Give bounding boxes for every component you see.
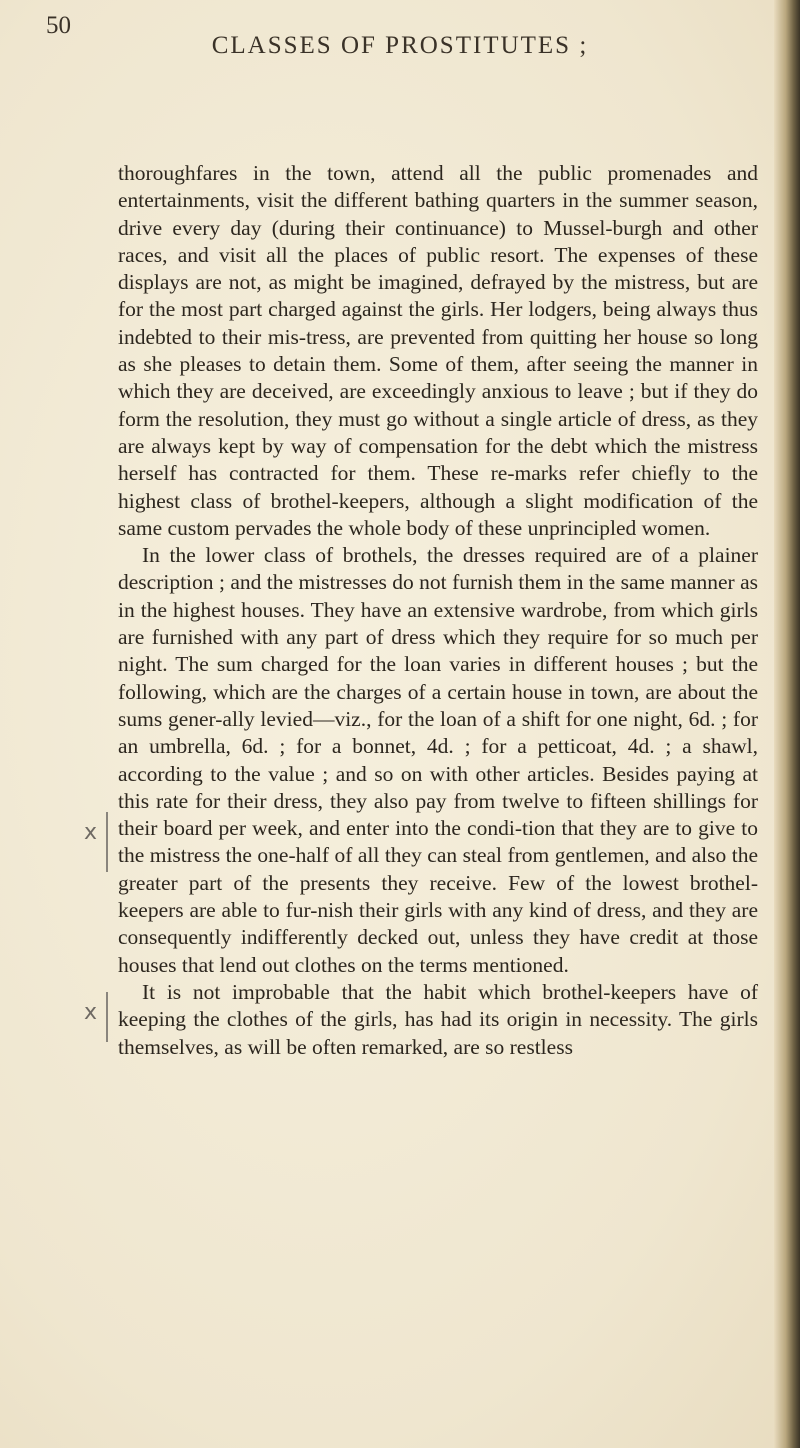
page-number: 50 xyxy=(46,12,71,39)
paragraph-continued: thoroughfares in the town, attend all the public promenades and entertainments, visit the different bathing quarters in the summer season, drive every day (during their continuance) to Mussel-burgh and other races, and visit all the places of public resort. The expenses of these displays are not, as might be imagined, defrayed by the mistress, but are for the most part charged against the girls. Her lodgers, being always thus indebted to their mis-tress, are prevented from quitting her house so long as she pleases to detain them. Some of them, after seeing the manner in which they are deceived, are exceedingly anxious to leave ; but if they do form the resolution, they must go without a single article of dress, as they are always kept by way of compensation for the debt which the mistress herself has contracted for them. These re-marks refer chiefly to the highest class of brothel-keepers, although a slight modification of the same custom pervades the whole body of these unprincipled women. xyxy=(118,161,758,540)
binding-edge xyxy=(774,0,800,1448)
paragraph-lower-class-brothels: In the lower class of brothels, the dresses required are of a plainer description ; and the mistresses do not furnish them in the same manner as in the highest houses. They have an extensive wardrobe, from which girls are furnished with any part of dress which they require for so much per night. The sum charged for the loan varies in different houses ; but the following, which are the charges of a certain house in town, are about the sums gener-ally levied—viz., for the loan of a shift for one night, 6d. ; for an umbrella, 6d. ; for a bonnet, 4d. ; for a petticoat, 4d. ; a shawl, according to the value ; and so on with other articles. Besides paying at this rate for their dress, they also pay from twelve to fifteen shillings for their board per week, and enter into the condi-tion that they are to give to the mistress the one-half of all they can steal from gentlemen, and also the greater part of the presents they receive. Few of the lowest brothel-keepers are able to fur-nish their girls with any kind of dress, and they are consequently indifferently decked out, unless they have credit at those houses that lend out clothes on the terms mentioned. xyxy=(118,543,758,977)
paragraph-origin-in-necessity: It is not improbable that the habit which brothel-keepers have of keeping the clothes of the girls, has had its origin in necessity. The girls themselves, as will be often remarked, are so restless xyxy=(118,979,758,1059)
body-text xyxy=(118,160,758,1061)
pencil-cross-mark: x xyxy=(84,820,98,845)
running-head: CLASSES OF PROSTITUTES ; xyxy=(211,32,589,59)
pencil-bracket xyxy=(106,812,108,872)
pencil-bracket xyxy=(106,992,108,1042)
pencil-cross-mark: x xyxy=(84,1000,98,1025)
